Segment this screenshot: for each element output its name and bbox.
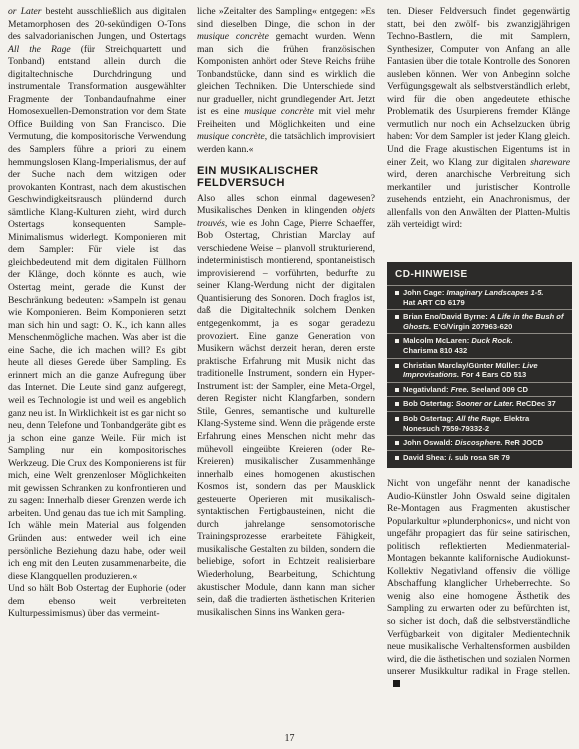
square-bullet-icon: [395, 441, 399, 445]
cd-artist: Malcolm McLaren:: [403, 336, 472, 346]
cd-title: Free.: [450, 384, 469, 394]
cd-title: All the Rage.: [455, 413, 502, 423]
cd-recommendations-box: [387, 262, 572, 468]
text-span: Nicht von ungefähr nennt der kanadische Audio-Künstler John Oswald seine digitalen Re-Montagen aus Fragmenten akustischer Popularkultur »plunderphonics«, und nicht von ungefähr propagiert das für seine satirischen, politisch reflektierten Medienmaterial-Montagen bekannte kalifornische Audiokunst-Kollektiv Negativland offensiv die völlige Abschaffung klanglicher Urheberrechte. So wenig also eine homogene Ästhetik des Sampling zu erwarten oder zu befürchten ist, so sicher ist doch, daß die selbstverständliche Verfügbarkeit von digitaler Medientechnik neue musikalische Verhaltensformen ausbilden wird, die die ästhetischen und sozialen Normen unserer Musikkultur radikal in Frage stellen.: [387, 478, 570, 678]
paragraph: [387, 478, 570, 691]
text-span: (für Streichquartett und Tonband) entstand allein durch die digitaltechnische Durchdringung und instrumentale Transformation ausgewählter Fragmente der Tonbandaufnahme einer Homosexuellen-Demonstration vor dem State Office Building von San Francisco. Die Vermutung, die kompositorische Verwendung des Samplers führe a priori zu einem hemmungslosen Klang-Imperialismus, der auf der Suche nach dem witzigen oder provokanten Kontrast, nach dem akustischen Geschwindigkeitsrausch plündernd durch sämtliche Klang-Kulturen zieht, wird durch Ostertags konsequenten Sample-Minimalismus widerlegt. Komponieren mit dem Sampler: Für viele ist das gleichbedeutend mit dem digitalen Füllhorn der Klänge, doch könnte es auch, wie Ostertag meint, gerade die Kunst der Beschränkung bedeuten: »Sampeln ist genau wie Komponieren. Beim Komponieren setzt man sich hin und sagt: O. K., ich kann alles Menschenmögliche machen. Was aber ist die eine Sache, die ich machen will? Es gibt heute all dieses Gerede über Sampling. Es erinnert mich an die ganze Aufregung über das Internet. Die Leute sind ganz aufgeregt, weil es Technologie ist und weil es angeblich ganz neu ist. In Wirklichkeit ist es gar nicht so neu, denn Telefone und Tonbandgeräte gibt es ja schon eine ganze Weile. Für mich ist Sampling nur ein kompositorisches Werkzeug. Die Crux des Komponierens ist für mich, eine Welt grenzenloser Möglichkeiten mit gewissen Schranken zu konfrontieren und zu sagen: Innerhalb dieser Grenzen werde ich arbeiten. Und genau das tue ich mit Sampling. Ich wähle mein Material aus folgenden Gründen aus: entweder weil ich eine persönliche Beziehung dazu habe, oder weil ich eng mit den Leuten zusammenarbeite, die diese Klangquellen produzieren.«: [8, 43, 186, 582]
text-span: Also alles schon einmal dagewesen? Musikalisches Denken in klingenden: [197, 192, 375, 217]
text-span: , die tatsächlich improvisiert werden kann.«: [197, 131, 376, 156]
square-bullet-icon: [395, 388, 399, 392]
italic-term: musique concrète: [197, 31, 269, 43]
cd-entry: [387, 286, 572, 310]
italic-term: shareware: [530, 156, 570, 168]
cd-label: ReR JOCD: [502, 438, 544, 448]
cd-artist: John Cage:: [403, 288, 447, 297]
italic-term: musique concrète: [197, 131, 265, 143]
cd-entry: [387, 412, 572, 436]
cd-label: Elektra Nonesuch 7559-79332-2: [403, 413, 530, 433]
cd-title: Discosphere.: [454, 438, 503, 448]
cd-label: sub rosa SR 79: [452, 452, 510, 462]
text-span: gemacht wurden. Wenn man sich die frühen französischen Komponisten anhört oder Steve Reichs frühe Tonbandstücke, dann sind es wirklich die gleichen Techniken. Die Unterschiede sind nur gradueller, nicht grundlegender Art. Jetzt ist es eine: [197, 31, 375, 118]
cd-artist: Bob Ostertag:: [403, 399, 456, 409]
text-column-3: [387, 6, 570, 232]
text-span: besteht ausschließlich aus digitalen Metamorphosen des 20-sekündigen O-Tons des salvadorianischen Jungen, und Ostertags: [8, 6, 186, 43]
text-span: wird, deren anarchische Verbreitung sich merkantiler und juristischer Kontrolle zusehends entzieht, ein Anachronismus, der allenfalls von den Anwälten der Platten-Multis zäh verteidigt wird:: [387, 169, 570, 231]
italic-term: musique concrète: [244, 106, 314, 118]
cd-entry: [387, 383, 572, 398]
square-bullet-icon: [395, 364, 399, 368]
paragraph: Und so hält Bob Ostertag der Euphorie (oder dem ebenso weit verbreiteten Kulturpessimismus) über das vermeint-: [8, 583, 186, 620]
heading-line: EIN MUSIKALISCHER: [197, 164, 319, 177]
text-span: ten. Dieser Feldversuch findet gegenwärtig statt, bei den zwölf- bis zwanzigjährigen Techno-Bastlern, die mit Samplern, Synthesizer, Computer von Anfang an alle Fantasien über die totale Kontrolle des Sonoren ausleben können. Wer von Anbeginn solche Verfügungsgewalt als selbstverständlich erlebt, wird für die oben angedeutete ethische Problematik des Usurpierens fremder Klänge vermutlich nur noch ein Achselzucken übrig haben: Vor dem Sampler ist jeder Klang gleich. Und die Frage akustischen Eigentums ist in einer Zeit, wo Klang zur digitalen: [387, 6, 570, 168]
cd-title: Sooner or Later.: [455, 399, 514, 409]
cd-box-title: CD-HINWEISE: [387, 262, 572, 286]
text-span: , wie es John Cage, Pierre Schaeffer, Bob Ostertag, Christian Marclay auf verschiedene Weise – planvoll strukturierend, indeterministisch montierend, spontaneistisch improvisierend – vorführten, bedurfte zu seiner Klang-Werdung nicht der digitalen Quantisierung des Sonoren. Doch fraglos ist, daß die Digitaltechnik solchem Denken entgegenkommt, ja es sogar geradezu provoziert. Eine ganze Generation von Musikern wächst derzeit heran, deren erste praktische Erfahrung mit Musik nicht das traditionelle Instrument, sondern ein Hyper-Instrument ist: der Sampler, eine Meta-Orgel, deren Register nicht Klangfarben, sondern Stile, Genres, semantische und kulturelle Klang-Systeme sind. Wenn die prägende erste Erfahrung eines Menschen nicht mehr das mühevoll eingeübte Kreieren (oder Re-Kreieren) musikalischer Zusammenhänge innerhalb eines homogenen akustischen Kosmos ist, sondern das per Mausklick gesteuerte Operieren mit musikalisch-syntaktischen Fertigbausteinen, nicht die durch jahrelange sensomotorische Trainingsprozesse erarbeitete Fähigkeit, musikalische Gestalten zu bilden, sondern die beliebige, sofort in Echtzeit realisierbare Wiederholung, Bearbeitung, Schichtung akustischer Module, dann kann man sicher sein, daß die tradierten ästhetischen Kriterien musikalischen Sinns ins Wanken gera-: [197, 217, 375, 618]
cd-title: Duck Rock.: [471, 336, 513, 346]
text-column-1: [8, 6, 186, 621]
italic-term: objets trouvés: [197, 205, 375, 229]
square-bullet-icon: [395, 315, 399, 319]
square-bullet-icon: [395, 291, 399, 295]
cd-artist: Brian Eno/David Byrne:: [403, 312, 490, 322]
text-span: liche »Zeitalter des Sampling« entgegen: »Es sind dieselben Dinge, die schon in der: [197, 6, 375, 30]
square-bullet-icon: [395, 402, 399, 406]
cd-artist: David Shea:: [403, 452, 449, 462]
cd-label: For 4 Ears CD 513: [459, 370, 527, 380]
text-column-2: [197, 6, 375, 619]
cd-entry: [387, 397, 572, 412]
square-bullet-icon: [395, 456, 399, 460]
cd-title: Live Improvisations.: [403, 360, 538, 380]
paragraph: [387, 6, 570, 232]
square-bullet-icon: [395, 417, 399, 421]
page-number: 17: [284, 733, 295, 744]
cd-artist: Bob Ostertag:: [403, 413, 456, 423]
cd-title: Imaginary Landscapes 1-5.: [446, 288, 544, 297]
cd-entry: [387, 334, 572, 358]
cd-title: i.: [448, 452, 453, 462]
cd-label: Hat ART CD 6179: [403, 297, 465, 307]
paragraph: [197, 6, 375, 157]
cd-label: ReCDec 37: [513, 399, 556, 409]
cd-entry: [387, 359, 572, 383]
cd-entry: [387, 451, 572, 465]
text-span: mit viel mehr Freiheiten und Möglichkeiten und eine: [197, 106, 375, 130]
paragraph: [8, 6, 186, 583]
cd-artist: John Oswald:: [403, 438, 455, 448]
cd-label: E'G/Virgin 207963-620: [431, 321, 513, 331]
square-bullet-icon: [395, 339, 399, 343]
italic-title: All the Rage: [8, 43, 71, 55]
cd-entry: [387, 310, 572, 334]
cd-label: Seeland 009 CD: [468, 384, 528, 394]
paragraph: [197, 193, 375, 620]
end-of-article-square-icon: [393, 680, 400, 687]
cd-title: A Life in the Bush of Ghosts.: [403, 312, 564, 331]
cd-label: Charisma 810 432: [403, 345, 468, 355]
heading-line: FELDVERSUCH: [197, 176, 286, 189]
cd-entry: [387, 436, 572, 451]
cd-artist: Christian Marclay/Günter Müller:: [403, 360, 523, 370]
cd-artist: Negativland:: [403, 384, 451, 394]
italic-title: or Later: [8, 6, 42, 17]
section-heading: [197, 165, 375, 189]
text-column-3-continued: [387, 478, 570, 691]
